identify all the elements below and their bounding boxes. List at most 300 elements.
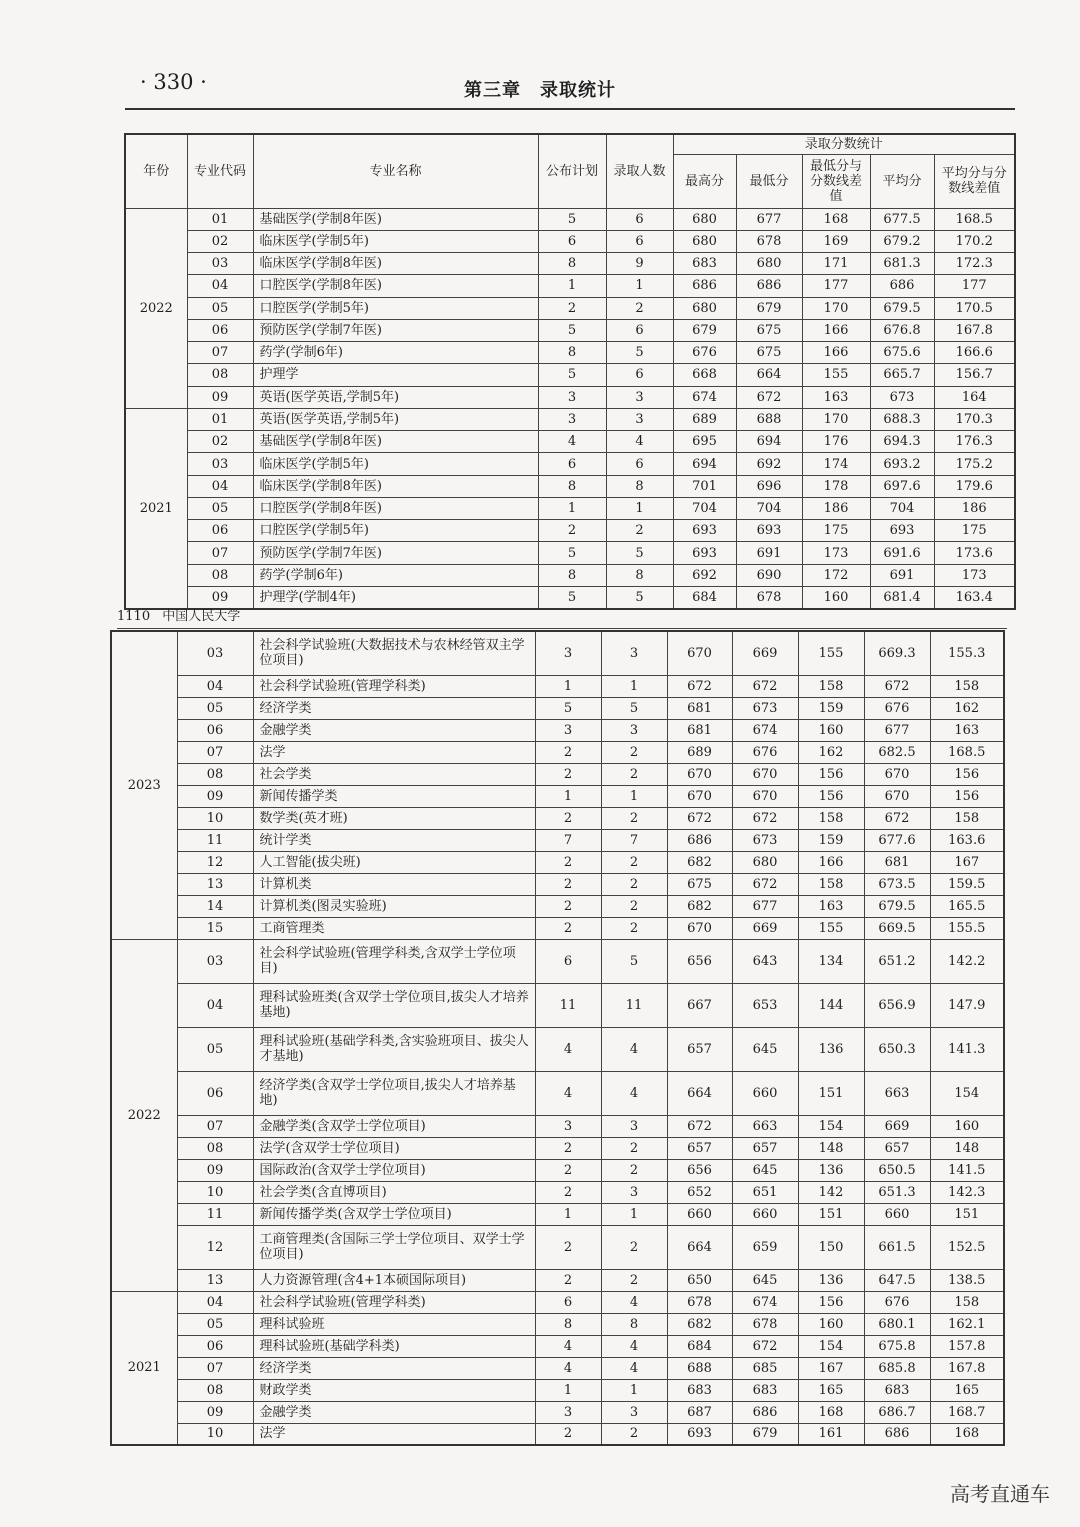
- min-cell: 669: [732, 917, 798, 939]
- min-cell: 704: [736, 497, 802, 519]
- admitted-cell: 5: [606, 587, 673, 609]
- plan-cell: 8: [535, 1313, 601, 1335]
- admitted-cell: 2: [601, 917, 667, 939]
- table-row: [111, 1115, 1004, 1137]
- plan-cell: 5: [535, 697, 601, 719]
- name-cell: 药学(学制6年): [253, 342, 538, 364]
- code-cell: 03: [177, 939, 253, 983]
- code-cell: 09: [177, 785, 253, 807]
- avg-diff-cell: 175.2: [934, 453, 1015, 475]
- avg-cell: 650.3: [864, 1027, 930, 1071]
- avg-cell: 665.7: [870, 364, 934, 386]
- avg-cell: 661.5: [864, 1225, 930, 1269]
- admitted-cell: 3: [601, 631, 667, 675]
- table-row: [111, 983, 1004, 1027]
- name-cell: 经济学类(含双学士学位项目,拔尖人才培养基地): [253, 1071, 535, 1115]
- min-cell: 691: [736, 542, 802, 564]
- min-cell: 651: [732, 1181, 798, 1203]
- max-cell: 657: [667, 1027, 732, 1071]
- plan-cell: 2: [535, 1137, 601, 1159]
- admitted-cell: 4: [601, 1027, 667, 1071]
- min-cell: 678: [732, 1313, 798, 1335]
- plan-cell: 2: [535, 807, 601, 829]
- plan-cell: 2: [538, 520, 606, 542]
- max-cell: 686: [673, 275, 736, 297]
- admitted-cell: 9: [606, 253, 673, 275]
- min-diff-cell: 160: [802, 587, 870, 609]
- plan-cell: 5: [538, 319, 606, 341]
- max-cell: 660: [667, 1203, 732, 1225]
- table-row: [111, 1071, 1004, 1115]
- admitted-cell: 6: [606, 319, 673, 341]
- code-cell: 06: [177, 1335, 253, 1357]
- min-diff-cell: 136: [798, 1269, 864, 1291]
- plan-cell: 6: [535, 1291, 601, 1313]
- table-row: [111, 807, 1004, 829]
- table-row: [125, 253, 1015, 275]
- min-diff-cell: 158: [798, 807, 864, 829]
- max-cell: 672: [667, 807, 732, 829]
- avg-diff-cell: 165.5: [930, 895, 1004, 917]
- admitted-cell: 3: [601, 1115, 667, 1137]
- min-diff-cell: 158: [798, 873, 864, 895]
- avg-cell: 673: [870, 386, 934, 408]
- avg-cell: 669.3: [864, 631, 930, 675]
- plan-cell: 5: [538, 364, 606, 386]
- avg-cell: 670: [864, 785, 930, 807]
- code-cell: 01: [187, 208, 253, 230]
- max-cell: 680: [673, 208, 736, 230]
- admitted-cell: 4: [601, 1335, 667, 1357]
- code-cell: 11: [177, 829, 253, 851]
- name-cell: 预防医学(学制7年医): [253, 542, 538, 564]
- admitted-cell: 2: [601, 807, 667, 829]
- name-cell: 基础医学(学制8年医): [253, 208, 538, 230]
- admitted-cell: 6: [606, 453, 673, 475]
- code-cell: 07: [187, 342, 253, 364]
- max-cell: 681: [667, 697, 732, 719]
- table-row: [125, 542, 1015, 564]
- name-cell: 口腔医学(学制5年): [253, 297, 538, 319]
- avg-diff-cell: 152.5: [930, 1225, 1004, 1269]
- table-row: [125, 297, 1015, 319]
- table-row: [125, 520, 1015, 542]
- name-cell: 护理学(学制4年): [253, 587, 538, 609]
- admitted-cell: 2: [601, 1159, 667, 1181]
- min-diff-cell: 166: [802, 342, 870, 364]
- code-cell: 13: [177, 873, 253, 895]
- table-row: [111, 1335, 1004, 1357]
- table-row: [111, 851, 1004, 873]
- table-row: [125, 408, 1015, 430]
- name-cell: 理科试验班(基础学科类): [253, 1335, 535, 1357]
- table-row: [111, 741, 1004, 763]
- code-cell: 10: [177, 1181, 253, 1203]
- min-diff-cell: 154: [798, 1115, 864, 1137]
- min-diff-cell: 160: [798, 1313, 864, 1335]
- min-cell: 677: [736, 208, 802, 230]
- plan-cell: 3: [535, 1401, 601, 1423]
- code-cell: 05: [187, 297, 253, 319]
- avg-diff-cell: 142.2: [930, 939, 1004, 983]
- avg-diff-cell: 156: [930, 763, 1004, 785]
- table-row: [111, 873, 1004, 895]
- max-cell: 664: [667, 1071, 732, 1115]
- avg-cell: 676.8: [870, 319, 934, 341]
- table-row: [111, 1137, 1004, 1159]
- avg-cell: 685.8: [864, 1357, 930, 1379]
- max-cell: 701: [673, 475, 736, 497]
- table-row: [111, 1181, 1004, 1203]
- min-cell: 688: [736, 408, 802, 430]
- min-diff-cell: 151: [798, 1203, 864, 1225]
- code-cell: 08: [187, 564, 253, 586]
- plan-cell: 7: [535, 829, 601, 851]
- min-cell: 674: [732, 719, 798, 741]
- avg-diff-cell: 160: [930, 1115, 1004, 1137]
- table-row: [111, 785, 1004, 807]
- name-cell: 新闻传播学类: [253, 785, 535, 807]
- avg-cell: 660: [864, 1203, 930, 1225]
- code-cell: 09: [187, 587, 253, 609]
- avg-diff-cell: 168: [930, 1423, 1004, 1445]
- name-cell: 临床医学(学制8年医): [253, 475, 538, 497]
- code-cell: 09: [187, 386, 253, 408]
- max-cell: 693: [673, 542, 736, 564]
- plan-cell: 6: [538, 453, 606, 475]
- plan-cell: 2: [535, 1423, 601, 1445]
- avg-diff-cell: 175: [934, 520, 1015, 542]
- plan-cell: 2: [538, 297, 606, 319]
- code-cell: 04: [177, 675, 253, 697]
- min-cell: 672: [732, 1335, 798, 1357]
- name-cell: 经济学类: [253, 697, 535, 719]
- plan-cell: 2: [535, 741, 601, 763]
- code-cell: 04: [187, 275, 253, 297]
- table-row: [111, 829, 1004, 851]
- admitted-cell: 2: [606, 297, 673, 319]
- min-cell: 694: [736, 431, 802, 453]
- avg-cell: 691.6: [870, 542, 934, 564]
- name-cell: 人力资源管理(含4+1本硕国际项目): [253, 1269, 535, 1291]
- min-diff-cell: 166: [798, 851, 864, 873]
- code-cell: 05: [187, 497, 253, 519]
- min-diff-cell: 134: [798, 939, 864, 983]
- min-cell: 679: [736, 297, 802, 319]
- table-row: [111, 917, 1004, 939]
- min-diff-cell: 136: [798, 1159, 864, 1181]
- table-row: [111, 1379, 1004, 1401]
- avg-diff-cell: 167.8: [930, 1357, 1004, 1379]
- code-cell: 12: [177, 851, 253, 873]
- chapter-title: 第三章 录取统计: [464, 80, 616, 101]
- name-cell: 理科试验班: [253, 1313, 535, 1335]
- name-cell: 社会学类: [253, 763, 535, 785]
- name-cell: 计算机类(图灵实验班): [253, 895, 535, 917]
- avg-diff-cell: 167.8: [934, 319, 1015, 341]
- min-diff-cell: 162: [798, 741, 864, 763]
- max-cell: 689: [673, 408, 736, 430]
- max-cell: 694: [673, 453, 736, 475]
- code-cell: 10: [177, 807, 253, 829]
- min-cell: 680: [732, 851, 798, 873]
- plan-cell: 2: [535, 851, 601, 873]
- avg-diff-cell: 166.6: [934, 342, 1015, 364]
- name-cell: 社会科学试验班(管理学科类): [253, 675, 535, 697]
- code-cell: 04: [177, 1291, 253, 1313]
- max-cell: 664: [667, 1225, 732, 1269]
- plan-cell: 4: [538, 431, 606, 453]
- admission-table-medical: [124, 133, 1016, 610]
- min-diff-cell: 186: [802, 497, 870, 519]
- plan-cell: 5: [538, 587, 606, 609]
- min-diff-cell: 165: [798, 1379, 864, 1401]
- max-cell: 656: [667, 939, 732, 983]
- avg-diff-cell: 155.5: [930, 917, 1004, 939]
- avg-diff-cell: 176.3: [934, 431, 1015, 453]
- avg-cell: 651.3: [864, 1181, 930, 1203]
- name-cell: 法学: [253, 1423, 535, 1445]
- avg-cell: 669: [864, 1115, 930, 1137]
- admitted-cell: 6: [606, 364, 673, 386]
- name-cell: 药学(学制6年): [253, 564, 538, 586]
- col-avg-diff: 平均分与分数线差值: [934, 154, 1015, 208]
- plan-cell: 4: [535, 1357, 601, 1379]
- name-cell: 工商管理类(含国际三学士学位项目、双学士学位项目): [253, 1225, 535, 1269]
- min-cell: 664: [736, 364, 802, 386]
- name-cell: 社会科学试验班(管理学科类): [253, 1291, 535, 1313]
- avg-cell: 675.8: [864, 1335, 930, 1357]
- min-cell: 680: [736, 253, 802, 275]
- plan-cell: 3: [538, 408, 606, 430]
- min-diff-cell: 155: [798, 917, 864, 939]
- avg-diff-cell: 159.5: [930, 873, 1004, 895]
- avg-diff-cell: 167: [930, 851, 1004, 873]
- avg-diff-cell: 163: [930, 719, 1004, 741]
- admitted-cell: 2: [601, 1423, 667, 1445]
- admitted-cell: 3: [601, 1181, 667, 1203]
- plan-cell: 8: [538, 253, 606, 275]
- code-cell: 06: [187, 319, 253, 341]
- avg-diff-cell: 186: [934, 497, 1015, 519]
- min-cell: 659: [732, 1225, 798, 1269]
- min-diff-cell: 154: [798, 1335, 864, 1357]
- avg-diff-cell: 168.5: [930, 741, 1004, 763]
- plan-cell: 1: [538, 497, 606, 519]
- code-cell: 02: [187, 431, 253, 453]
- year-cell: 2022: [125, 208, 187, 408]
- min-diff-cell: 170: [802, 408, 870, 430]
- avg-diff-cell: 148: [930, 1137, 1004, 1159]
- table-row: [111, 1225, 1004, 1269]
- avg-diff-cell: 142.3: [930, 1181, 1004, 1203]
- min-cell: 696: [736, 475, 802, 497]
- table-row: [125, 497, 1015, 519]
- name-cell: 计算机类: [253, 873, 535, 895]
- min-cell: 674: [732, 1291, 798, 1313]
- avg-diff-cell: 162: [930, 697, 1004, 719]
- min-cell: 690: [736, 564, 802, 586]
- page-number: · 330 ·: [140, 70, 207, 94]
- code-cell: 04: [187, 475, 253, 497]
- avg-cell: 676: [864, 1291, 930, 1313]
- plan-cell: 1: [535, 1203, 601, 1225]
- plan-cell: 6: [538, 230, 606, 252]
- table-row: [111, 1269, 1004, 1291]
- table-row: [125, 275, 1015, 297]
- min-cell: 677: [732, 895, 798, 917]
- name-cell: 社会学类(含直博项目): [253, 1181, 535, 1203]
- plan-cell: 2: [535, 1159, 601, 1181]
- header-rule: [125, 108, 1015, 110]
- code-cell: 09: [177, 1401, 253, 1423]
- admitted-cell: 2: [601, 1137, 667, 1159]
- code-cell: 07: [177, 741, 253, 763]
- min-diff-cell: 156: [798, 1291, 864, 1313]
- admitted-cell: 4: [606, 431, 673, 453]
- max-cell: 695: [673, 431, 736, 453]
- min-diff-cell: 167: [798, 1357, 864, 1379]
- admitted-cell: 5: [606, 342, 673, 364]
- col-min-diff: 最低分与分数线差值: [802, 154, 870, 208]
- plan-cell: 8: [538, 475, 606, 497]
- year-cell: 2022: [111, 939, 177, 1291]
- avg-cell: 686: [864, 1423, 930, 1445]
- table-row: [111, 1027, 1004, 1071]
- admission-table-renmin: [110, 630, 1005, 1446]
- min-cell: 643: [732, 939, 798, 983]
- max-cell: 674: [673, 386, 736, 408]
- min-cell: 678: [736, 230, 802, 252]
- avg-diff-cell: 163.6: [930, 829, 1004, 851]
- name-cell: 社会科学试验班(大数据技术与农林经管双主学位项目): [253, 631, 535, 675]
- min-diff-cell: 155: [802, 364, 870, 386]
- plan-cell: 8: [538, 564, 606, 586]
- avg-diff-cell: 141.3: [930, 1027, 1004, 1071]
- table-row: [125, 364, 1015, 386]
- admitted-cell: 2: [601, 873, 667, 895]
- min-cell: 686: [736, 275, 802, 297]
- min-diff-cell: 156: [798, 785, 864, 807]
- min-cell: 679: [732, 1423, 798, 1445]
- min-cell: 672: [732, 675, 798, 697]
- name-cell: 经济学类: [253, 1357, 535, 1379]
- admitted-cell: 2: [606, 520, 673, 542]
- name-cell: 社会科学试验班(管理学科类,含双学士学位项目): [253, 939, 535, 983]
- min-diff-cell: 168: [798, 1401, 864, 1423]
- code-cell: 05: [177, 697, 253, 719]
- max-cell: 689: [667, 741, 732, 763]
- name-cell: 金融学类: [253, 719, 535, 741]
- plan-cell: 1: [535, 785, 601, 807]
- col-code: 专业代码: [187, 134, 253, 208]
- admitted-cell: 5: [601, 939, 667, 983]
- code-cell: 12: [177, 1225, 253, 1269]
- plan-cell: 2: [535, 763, 601, 785]
- min-cell: 683: [732, 1379, 798, 1401]
- code-cell: 06: [187, 520, 253, 542]
- admitted-cell: 1: [601, 1203, 667, 1225]
- admitted-cell: 2: [601, 763, 667, 785]
- code-cell: 11: [177, 1203, 253, 1225]
- name-cell: 金融学类(含双学士学位项目): [253, 1115, 535, 1137]
- max-cell: 682: [667, 851, 732, 873]
- plan-cell: 3: [535, 1115, 601, 1137]
- plan-cell: 2: [535, 895, 601, 917]
- min-cell: 685: [732, 1357, 798, 1379]
- avg-diff-cell: 173: [934, 564, 1015, 586]
- min-diff-cell: 166: [802, 319, 870, 341]
- name-cell: 临床医学(学制5年): [253, 230, 538, 252]
- code-cell: 10: [177, 1423, 253, 1445]
- min-cell: 653: [732, 983, 798, 1027]
- code-cell: 07: [177, 1115, 253, 1137]
- max-cell: 652: [667, 1181, 732, 1203]
- min-diff-cell: 161: [798, 1423, 864, 1445]
- plan-cell: 4: [535, 1071, 601, 1115]
- code-cell: 02: [187, 230, 253, 252]
- plan-cell: 2: [535, 1269, 601, 1291]
- table-row: [111, 1313, 1004, 1335]
- name-cell: 预防医学(学制7年医): [253, 319, 538, 341]
- avg-cell: 694.3: [870, 431, 934, 453]
- table-row: [125, 453, 1015, 475]
- code-cell: 01: [187, 408, 253, 430]
- table-row: [111, 939, 1004, 983]
- plan-cell: 5: [538, 208, 606, 230]
- avg-cell: 670: [864, 763, 930, 785]
- code-cell: 03: [177, 631, 253, 675]
- plan-cell: 2: [535, 917, 601, 939]
- min-diff-cell: 151: [798, 1071, 864, 1115]
- name-cell: 英语(医学英语,学制5年): [253, 386, 538, 408]
- max-cell: 704: [673, 497, 736, 519]
- avg-cell: 657: [864, 1137, 930, 1159]
- col-plan: 公布计划: [538, 134, 606, 208]
- avg-diff-cell: 158: [930, 675, 1004, 697]
- avg-cell: 679.5: [864, 895, 930, 917]
- avg-cell: 650.5: [864, 1159, 930, 1181]
- min-diff-cell: 168: [802, 208, 870, 230]
- avg-cell: 683: [864, 1379, 930, 1401]
- year-cell: 2021: [125, 408, 187, 609]
- max-cell: 688: [667, 1357, 732, 1379]
- code-cell: 14: [177, 895, 253, 917]
- avg-cell: 679.2: [870, 230, 934, 252]
- year-cell: 2021: [111, 1291, 177, 1445]
- avg-diff-cell: 177: [934, 275, 1015, 297]
- avg-cell: 647.5: [864, 1269, 930, 1291]
- max-cell: 672: [667, 675, 732, 697]
- max-cell: 678: [667, 1291, 732, 1313]
- max-cell: 681: [667, 719, 732, 741]
- avg-diff-cell: 155.3: [930, 631, 1004, 675]
- col-max: 最高分: [673, 154, 736, 208]
- plan-cell: 1: [535, 675, 601, 697]
- name-cell: 口腔医学(学制8年医): [253, 497, 538, 519]
- min-cell: 673: [732, 697, 798, 719]
- table-row: [125, 319, 1015, 341]
- min-cell: 678: [736, 587, 802, 609]
- min-diff-cell: 150: [798, 1225, 864, 1269]
- code-cell: 08: [177, 1137, 253, 1159]
- col-admitted: 录取人数: [606, 134, 673, 208]
- admitted-cell: 1: [601, 785, 667, 807]
- avg-diff-cell: 157.8: [930, 1335, 1004, 1357]
- avg-diff-cell: 151: [930, 1203, 1004, 1225]
- admitted-cell: 6: [606, 208, 673, 230]
- min-cell: 645: [732, 1269, 798, 1291]
